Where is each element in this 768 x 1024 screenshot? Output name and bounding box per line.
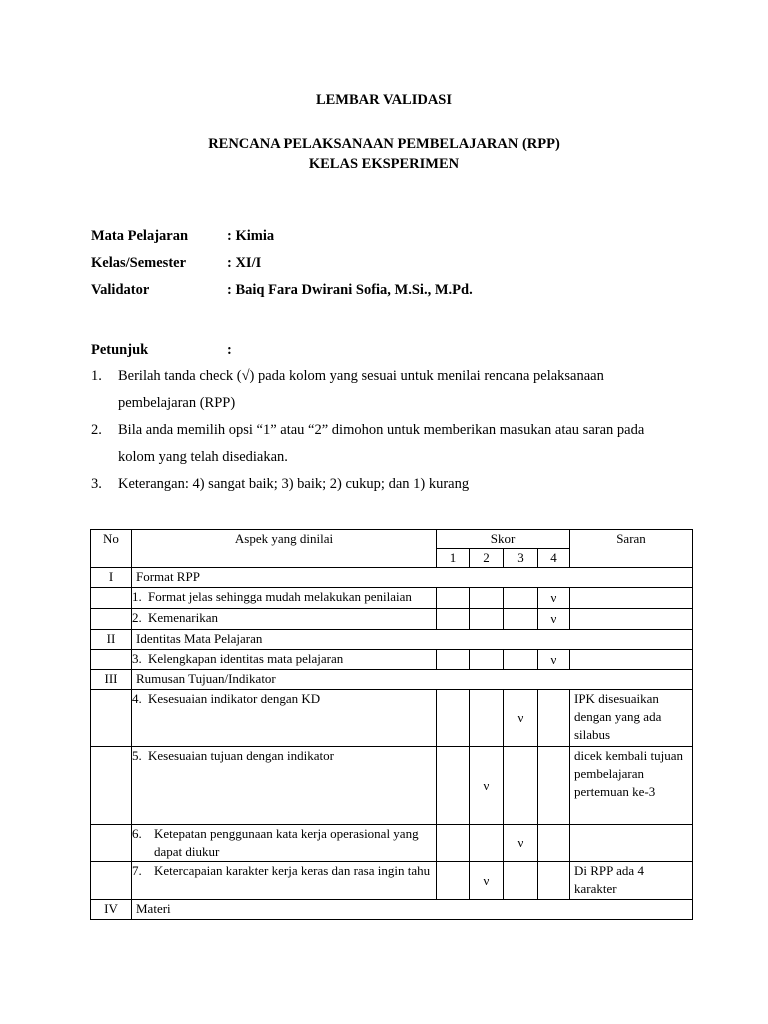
score-cell-4[interactable] [538, 588, 570, 609]
saran-cell[interactable] [570, 650, 693, 670]
item-number: 2. [132, 610, 142, 625]
info-value: : Baiq Fara Dwirani Sofia, M.Si., M.Pd. [227, 282, 473, 298]
item-number: 5. [132, 748, 142, 763]
check-mark-icon: ν [483, 872, 490, 888]
saran-cell[interactable] [570, 588, 693, 609]
instruction-number: 2. [91, 422, 102, 438]
section-row [91, 670, 693, 690]
score-cell-1[interactable] [437, 825, 470, 862]
row-no-cell [91, 650, 132, 670]
check-mark-icon: ν [550, 651, 557, 667]
score-cell-3[interactable] [504, 862, 538, 900]
document-subtitle: RENCANA PELAKSANAAN PEMBELAJARAN (RPP) [208, 136, 560, 152]
score-cell-3[interactable] [504, 825, 538, 862]
score-cell-2[interactable] [470, 690, 504, 747]
score-cell-3[interactable] [504, 747, 538, 825]
item-cell [132, 588, 437, 609]
score-cell-4[interactable] [538, 609, 570, 630]
score-cell-2[interactable] [470, 588, 504, 609]
score-cell-1[interactable] [437, 690, 470, 747]
score-cell-2[interactable] [470, 862, 504, 900]
check-mark-icon: ν [550, 611, 557, 626]
item-text: Kemenarikan [148, 610, 219, 625]
table-row [91, 862, 693, 900]
table-row [91, 650, 693, 670]
score-cell-4[interactable] [538, 747, 570, 825]
saran-cell[interactable]: IPK disesuaikan dengan yang ada silabus [570, 690, 693, 747]
header-score-1: 1 [437, 549, 470, 568]
score-cell-4[interactable] [538, 825, 570, 862]
info-label: Petunjuk [91, 342, 149, 358]
score-cell-3[interactable] [504, 650, 538, 670]
row-no-cell [91, 862, 132, 900]
instruction-number: 3. [91, 476, 102, 492]
header-saran: Saran [570, 530, 693, 568]
header-score-3: 3 [504, 549, 538, 568]
section-number: III [91, 670, 132, 690]
check-mark-icon: ν [517, 835, 524, 850]
score-cell-1[interactable] [437, 862, 470, 900]
item-cell [132, 825, 437, 862]
instruction-text: Keterangan: 4) sangat baik; 3) baik; 2) cukup; dan 1) kurang [118, 476, 470, 492]
header-no: No [91, 530, 132, 568]
info-value: : Kimia [227, 228, 275, 244]
header-aspek: Aspek yang dinilai [132, 530, 437, 568]
section-number: I [91, 568, 132, 588]
info-label: Kelas/Semester [91, 255, 187, 271]
item-cell [132, 609, 437, 630]
header-score-2: 2 [470, 549, 504, 568]
score-cell-3[interactable] [504, 609, 538, 630]
table-row [91, 825, 693, 862]
saran-cell[interactable] [570, 825, 693, 862]
section-title: Format RPP [132, 568, 693, 588]
saran-cell[interactable]: Di RPP ada 4 karakter [570, 862, 693, 900]
section-row [91, 568, 693, 588]
item-text: Ketercapaian karakter kerja keras dan rasa ingin tahu [154, 863, 431, 878]
instruction-text: pembelajaran (RPP) [118, 395, 236, 411]
item-text: Kesesuaian indikator dengan KD [148, 691, 321, 706]
check-mark-icon: ν [517, 710, 524, 725]
item-number: 7. [132, 863, 142, 878]
score-cell-2[interactable] [470, 650, 504, 670]
document-class-line: KELAS EKSPERIMEN [308, 156, 460, 172]
info-value: : XI/I [227, 255, 262, 271]
score-cell-4[interactable] [538, 650, 570, 670]
score-cell-2[interactable] [470, 825, 504, 862]
check-mark-icon: ν [550, 590, 557, 605]
section-title: Rumusan Tujuan/Indikator [132, 670, 693, 690]
section-title: Identitas Mata Pelajaran [132, 630, 693, 650]
saran-cell[interactable] [570, 609, 693, 630]
section-number: IV [91, 900, 132, 920]
instruction-text: kolom yang telah disediakan. [118, 449, 288, 465]
row-no-cell [91, 690, 132, 747]
score-cell-2[interactable] [470, 747, 504, 825]
item-number: 6. [132, 826, 142, 841]
section-number: II [91, 630, 132, 650]
validation-table [90, 529, 693, 920]
header-score-4: 4 [538, 549, 570, 568]
table-row [91, 747, 693, 825]
score-cell-1[interactable] [437, 609, 470, 630]
instruction-text: Berilah tanda check (√) pada kolom yang sesuai untuk menilai rencana pelaksanaan [118, 368, 604, 384]
row-no-cell [91, 609, 132, 630]
item-cell [132, 650, 437, 670]
row-no-cell [91, 825, 132, 862]
item-number: 1. [132, 589, 142, 604]
instruction-number: 1. [91, 368, 102, 384]
item-number: 3. [132, 651, 142, 666]
item-text: Kesesuaian tujuan dengan indikator [148, 748, 334, 763]
item-text: Ketepatan penggunaan kata kerja operasional yang dapat diukur [154, 826, 419, 859]
item-text: Kelengkapan identitas mata pelajaran [148, 651, 344, 666]
instruction-text: Bila anda memilih opsi “1” atau “2” dimohon untuk memberikan masukan atau saran pada [118, 422, 645, 438]
info-label: Validator [91, 282, 150, 298]
score-cell-4[interactable] [538, 862, 570, 900]
section-row [91, 630, 693, 650]
section-title: Materi [132, 900, 693, 920]
section-row [91, 900, 693, 920]
table-row [91, 588, 693, 609]
score-cell-1[interactable] [437, 650, 470, 670]
item-cell [132, 862, 437, 900]
header-skor: Skor [437, 530, 570, 549]
score-cell-3[interactable] [504, 690, 538, 747]
item-text: Format jelas sehingga mudah melakukan penilaian [148, 589, 412, 604]
row-no-cell [91, 747, 132, 825]
check-mark-icon: ν [483, 777, 490, 793]
table-row [91, 690, 693, 747]
item-cell [132, 690, 437, 747]
item-cell [132, 747, 437, 825]
info-value: : [227, 342, 232, 358]
document-title: LEMBAR VALIDASI [315, 92, 453, 108]
info-label: Mata Pelajaran [91, 228, 189, 244]
row-no-cell [91, 588, 132, 609]
score-cell-3[interactable] [504, 588, 538, 609]
score-cell-4[interactable] [538, 690, 570, 747]
score-cell-2[interactable] [470, 609, 504, 630]
score-cell-1[interactable] [437, 747, 470, 825]
item-number: 4. [132, 691, 142, 706]
table-row [91, 609, 693, 630]
saran-cell[interactable]: dicek kembali tujuan pembelajaran pertemuan ke-3 [570, 747, 693, 825]
score-cell-1[interactable] [437, 588, 470, 609]
